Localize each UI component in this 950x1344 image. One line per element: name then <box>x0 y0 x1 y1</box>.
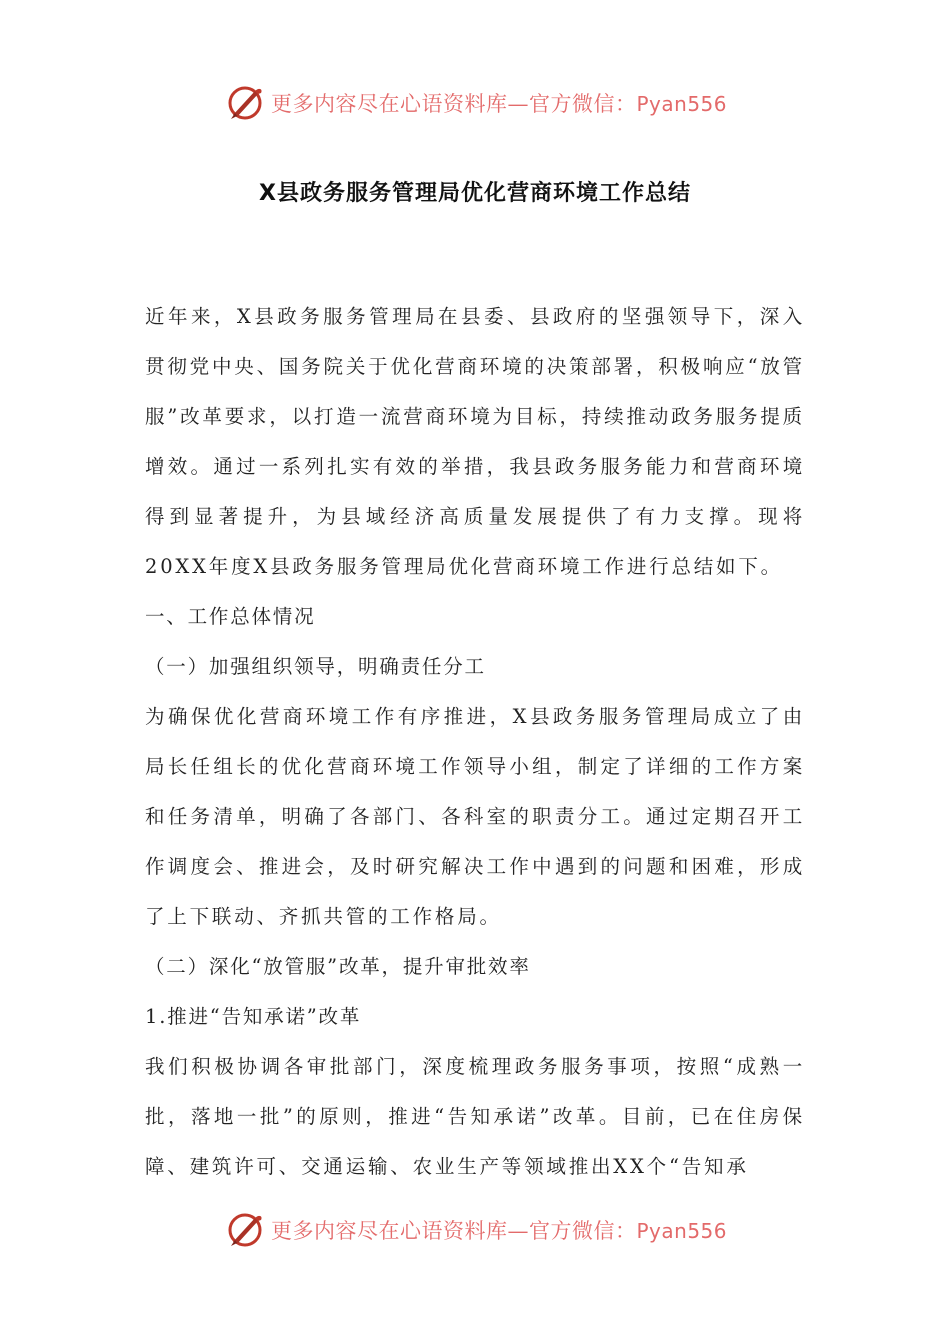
document-title: X县政务服务管理局优化营商环境工作总结 <box>259 181 691 206</box>
watermark-header <box>225 81 745 125</box>
paragraph-notification-commitment: 我们积极协调各审批部门，深度梳理政务服务事项，按照“成熟一批，落地一批”的原则，推进“告知承诺”改革。目前，已在住房保障、建筑许可、交通运输、农业生产等领域推出XX个“告知承 <box>145 1055 805 1178</box>
heading-section-1: 一、工作总体情况 <box>145 605 316 628</box>
watermark-text: 更多内容尽在心语资料库—官方微信：Pyan556 <box>271 1219 728 1243</box>
heading-subsection-2: （二）深化“放管服”改革，提升审批效率 <box>145 955 531 978</box>
paragraph-organization: 为确保优化营商环境工作有序推进，X县政务服务管理局成立了由局长任组长的优化营商环境工作领导小组，制定了详细的工作方案和任务清单，明确了各部门、各科室的职责分工。通过定期召开工作调度会、推进会，及时研究解决工作中遇到的问题和困难，形成了上下联动、齐抓共管的工作格局。 <box>145 705 805 928</box>
heading-item-1: 1.推进“告知承诺”改革 <box>145 1005 362 1028</box>
watermark-text: 更多内容尽在心语资料库—官方微信：Pyan556 <box>271 92 728 116</box>
watermark-footer <box>225 1208 745 1252</box>
quill-pen-logo-icon <box>225 83 265 123</box>
document-body <box>145 292 805 1192</box>
paragraph-intro: 近年来，X县政务服务管理局在县委、县政府的坚强领导下，深入贯彻党中央、国务院关于优化营商环境的决策部署，积极响应“放管服”改革要求，以打造一流营商环境为目标，持续推动政务服务提质增效。通过一系列扎实有效的举措，我县政务服务能力和营商环境得到显著提升，为县域经济高质量发展提供了有力支撑。现将20XX年度X县政务服务管理局优化营商环境工作进行总结如下。 <box>145 305 805 578</box>
quill-pen-logo-icon <box>225 1210 265 1250</box>
heading-subsection-1: （一）加强组织领导，明确责任分工 <box>145 655 486 678</box>
